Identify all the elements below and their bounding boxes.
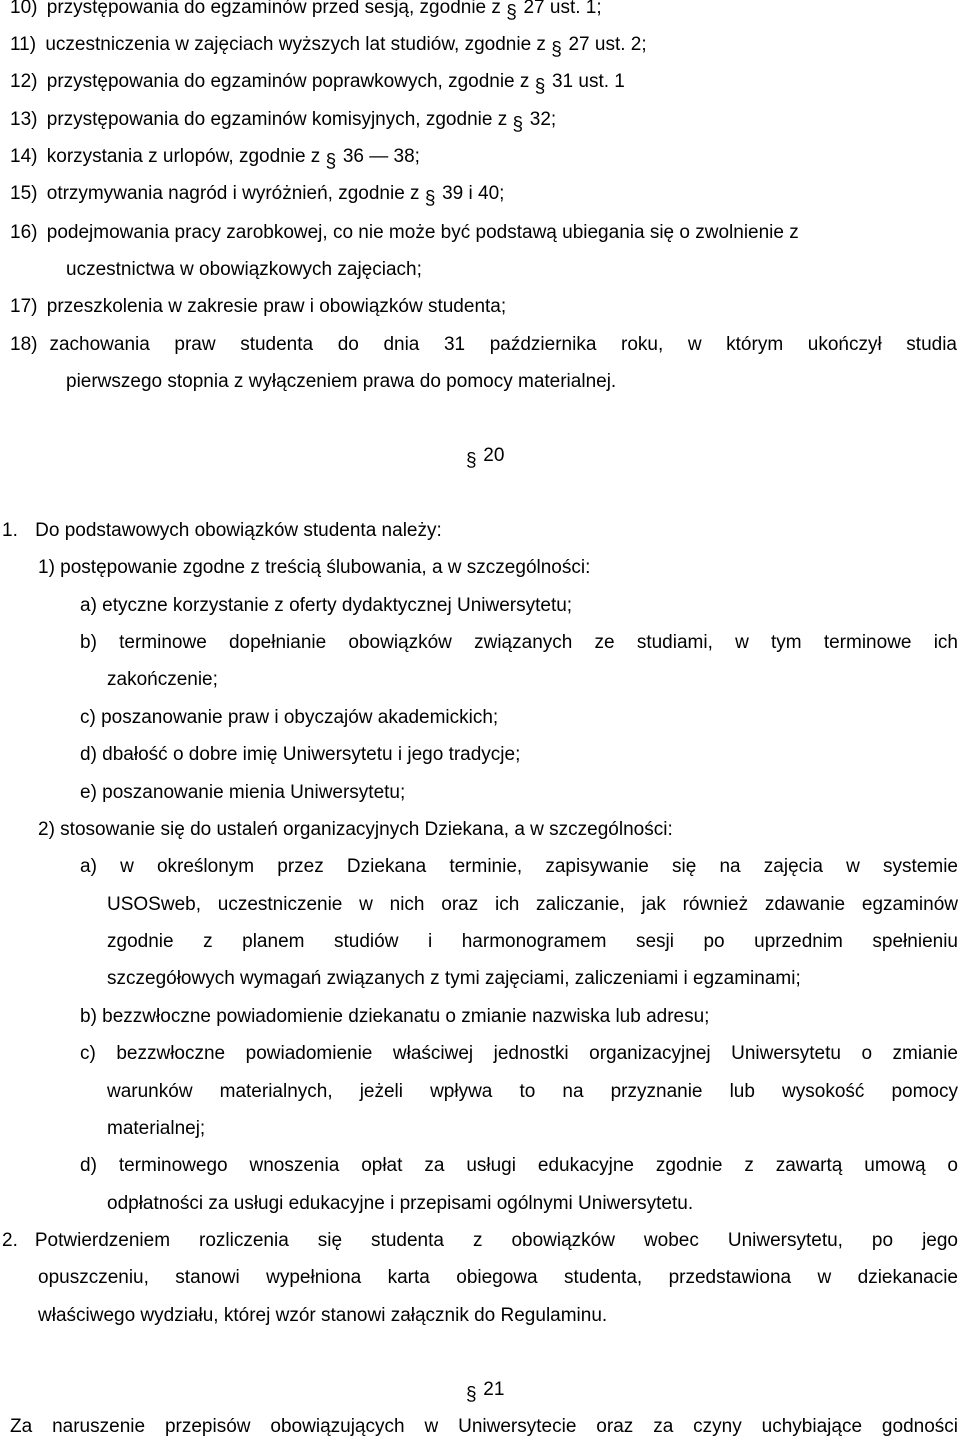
point-2a-cont-3: szczegółowych wymagań związanych z tymi zajęciami, zaliczeniami i egzaminami; [107, 968, 801, 989]
section-sign-icon [425, 183, 437, 205]
list-item-13: 13) przystępowania do egzaminów komisyjnych, zgodnie z § 32; [10, 109, 556, 131]
section-sign-icon [506, 0, 518, 19]
point-1e: e) poszanowanie mienia Uniwersytetu; [80, 782, 406, 803]
list-item-18: 18) zachowania praw studenta do dnia 31 października roku, w którym ukończył studia [10, 334, 957, 355]
section-sign-icon [512, 109, 524, 131]
point-2a-cont-1: USOSweb, uczestniczenie w nich oraz ich zaliczanie, jak również zdawanie egzaminów [107, 894, 958, 915]
section-sign-icon [326, 146, 338, 168]
list-item-16-cont: uczestnictwa w obowiązkowych zajęciach; [66, 259, 422, 280]
section-21-line-1: Za naruszenie przepisów obowiązujących w Uniwersytecie oraz za czyny uchybiające godności [10, 1416, 958, 1437]
point-2c: c) bezzwłoczne powiadomienie właściwej jednostki organizacyjnej Uniwersytetu o zmianie [80, 1043, 958, 1064]
point-1: 1) postępowanie zgodne z treścią ślubowania, a w szczególności: [38, 557, 591, 578]
point-2: 2) stosowanie się do ustaleń organizacyjnych Dziekana, a w szczególności: [38, 819, 673, 840]
paragraph-2-line-2: opuszczeniu, stanowi wypełniona karta obiegowa studenta, przedstawiona w dziekanacie [38, 1267, 958, 1288]
list-item-18-cont: pierwszego stopnia z wyłączeniem prawa do pomocy materialnej. [66, 371, 617, 392]
section-sign-icon [466, 1379, 478, 1401]
section-heading-20: § 20 [466, 445, 504, 467]
point-1c: c) poszanowanie praw i obyczajów akademickich; [80, 707, 499, 728]
point-1a: a) etyczne korzystanie z oferty dydaktycznej Uniwersytetu; [80, 595, 573, 616]
point-2c-cont-1: warunków materialnych, jeżeli wpływa to na przyznanie lub wysokość pomocy [107, 1081, 958, 1102]
point-1b-cont: zakończenie; [107, 669, 218, 690]
section-sign-icon [466, 445, 478, 467]
section-sign-icon [551, 34, 563, 56]
list-item-15: 15) otrzymywania nagród i wyróżnień, zgodnie z § 39 i 40; [10, 183, 504, 205]
list-item-10: 10) przystępowania do egzaminów przed sesją, zgodnie z § 27 ust. 1; [10, 0, 602, 19]
point-1b: b) terminowe dopełnianie obowiązków związanych ze studiami, w tym terminowe ich [80, 632, 958, 653]
list-item-16: 16) podejmowania pracy zarobkowej, co nie może być podstawą ubiegania się o zwolnienie z [10, 222, 799, 243]
point-2b: b) bezzwłoczne powiadomienie dziekanatu o zmianie nazwiska lub adresu; [80, 1006, 710, 1027]
list-item-12: 12) przystępowania do egzaminów poprawkowych, zgodnie z § 31 ust. 1 [10, 71, 625, 93]
point-2d-cont-1: odpłatności za usługi edukacyjne i przepisami ogólnymi Uniwersytetu. [107, 1193, 694, 1214]
point-2c-cont-2: materialnej; [107, 1118, 206, 1139]
paragraph-2: 2. Potwierdzeniem rozliczenia się studenta z obowiązków wobec Uniwersytetu, po jego [2, 1230, 958, 1251]
point-2a: a) w określonym przez Dziekana terminie, zapisywanie się na zajęcia w systemie [80, 856, 958, 877]
section-sign-icon [535, 71, 547, 93]
point-2a-cont-2: zgodnie z planem studiów i harmonogramem sesji po uprzednim spełnieniu [107, 931, 958, 952]
paragraph-2-line-3: właściwego wydziału, której wzór stanowi załącznik do Regulaminu. [38, 1305, 608, 1326]
point-1d: d) dbałość o dobre imię Uniwersytetu i jego tradycje; [80, 744, 521, 765]
section-heading-21: § 21 [466, 1379, 504, 1401]
list-item-14: 14) korzystania z urlopów, zgodnie z § 36 — 38; [10, 146, 420, 168]
point-2d: d) terminowego wnoszenia opłat za usługi edukacyjne zgodnie z zawartą umową o [80, 1155, 958, 1176]
paragraph-1: 1. Do podstawowych obowiązków studenta należy: [2, 520, 442, 541]
list-item-17: 17) przeszkolenia w zakresie praw i obowiązków studenta; [10, 296, 507, 317]
list-item-11: 11) uczestniczenia w zajęciach wyższych lat studiów, zgodnie z § 27 ust. 2; [10, 34, 647, 56]
